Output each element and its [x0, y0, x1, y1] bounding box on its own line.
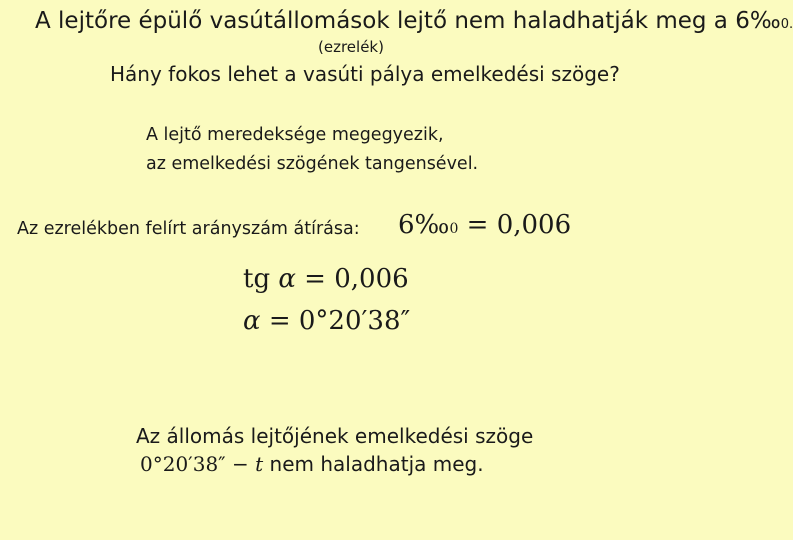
permille-symbol: ‰: [749, 8, 781, 34]
alpha-symbol: α: [243, 306, 261, 336]
explanation-line-1: A lejtő meredeksége megegyezik,: [146, 125, 444, 145]
conclusion-line-1: Az állomás lejtőjének emelkedési szöge: [136, 424, 534, 448]
angle-rhs: = 0°20′38″: [260, 306, 411, 336]
explanation-line-2: az emelkedési szögének tangensével.: [146, 154, 479, 174]
conversion-permille-zero: 0: [449, 221, 459, 237]
conversion-permille-symbol: ‰: [414, 210, 450, 240]
permille-note: (ezrelék): [318, 38, 384, 56]
angle-equation: [243, 306, 410, 336]
conclusion-angle: 0°20′38″: [140, 452, 226, 476]
conversion-equals: =: [458, 210, 497, 240]
alpha-symbol: α: [278, 264, 296, 294]
conclusion-minus: −: [225, 452, 256, 476]
tangent-equation: [243, 264, 409, 294]
tangent-function: tg: [243, 264, 271, 294]
problem-title-text: A lejtőre épülő vasútállomások lejtő nem haladhatják meg a 6: [35, 8, 750, 34]
problem-title: [35, 8, 793, 34]
permille-zero: 0.: [780, 17, 793, 32]
conclusion-t: t: [255, 452, 264, 476]
conversion-rhs: 0,006: [496, 210, 572, 240]
conclusion-line-2: [140, 452, 484, 476]
conclusion-rest: nem haladhatja meg.: [263, 452, 484, 476]
tangent-rhs: = 0,006: [295, 264, 409, 294]
conversion-label: Az ezrelékben felírt arányszám átírása:: [17, 219, 360, 239]
problem-question: Hány fokos lehet a vasúti pálya emelkedési szöge?: [110, 62, 620, 86]
conversion-equation: [398, 210, 571, 240]
conversion-lhs-number: 6: [398, 210, 415, 240]
